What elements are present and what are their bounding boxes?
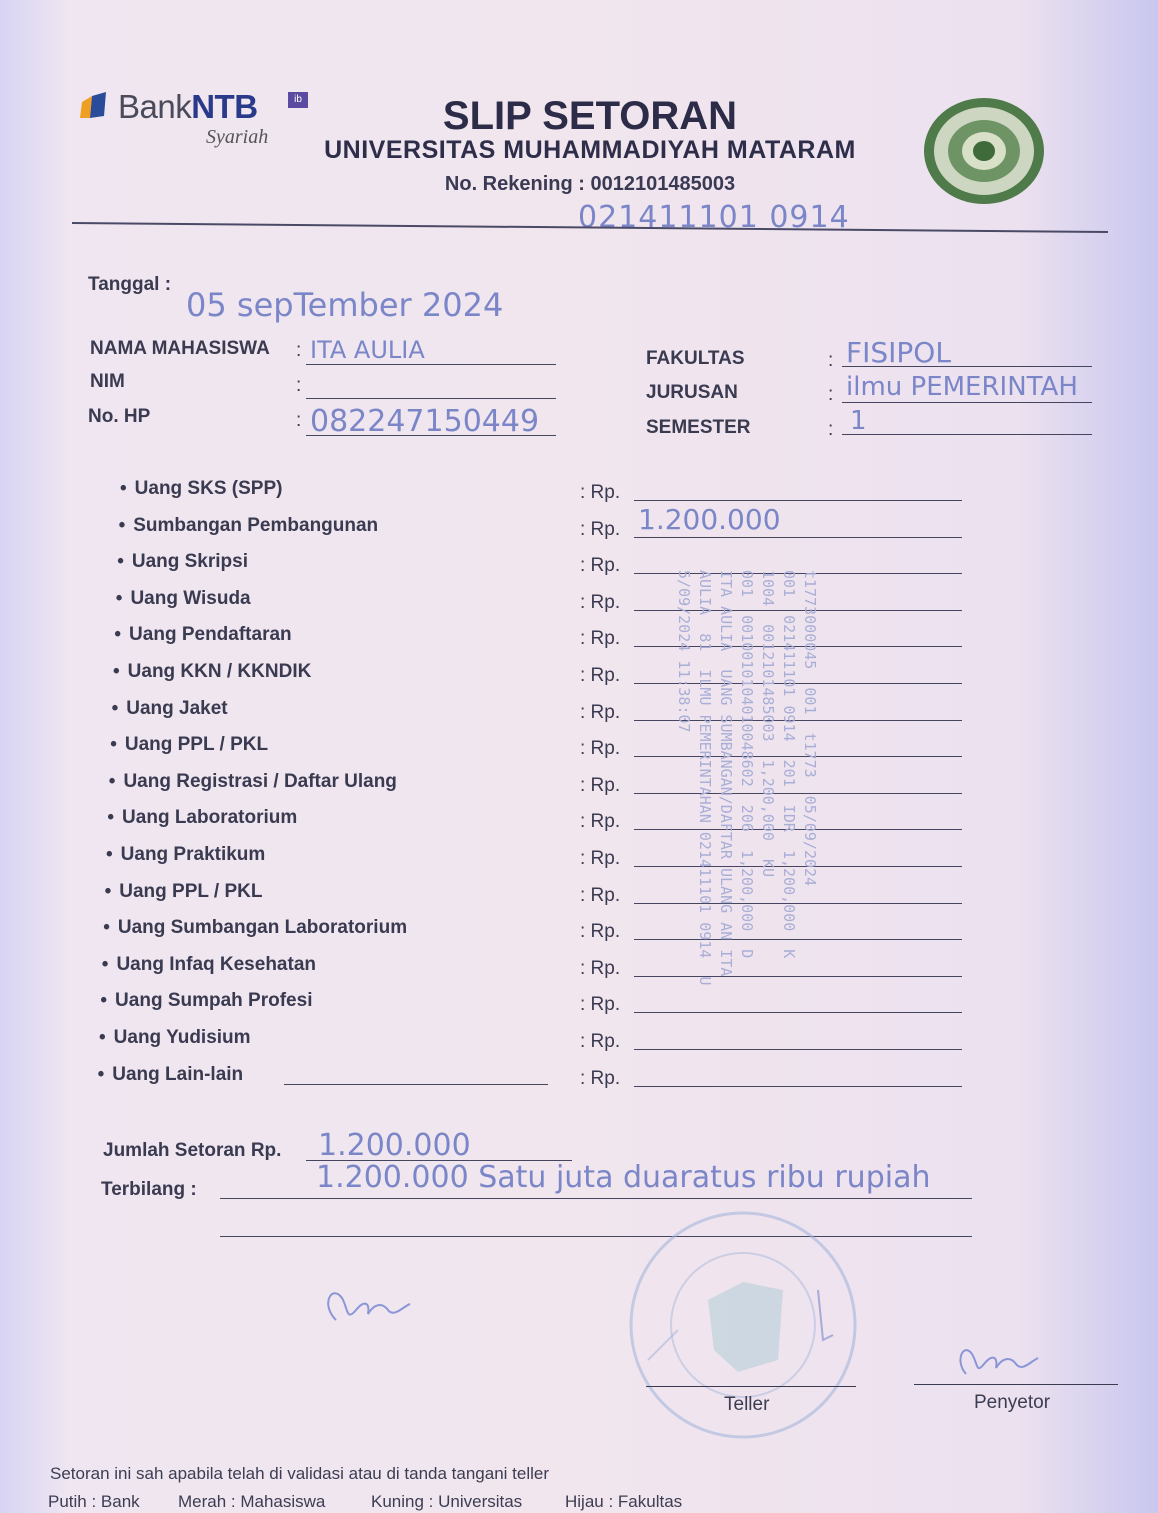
validation-line: t1773000045 001 t1773 05/09/2024 [801, 570, 819, 887]
amount-line [634, 537, 962, 538]
bullet-icon: • [100, 990, 108, 1012]
teller-label: Teller [724, 1394, 770, 1415]
payment-item-row [0, 698, 1158, 728]
payment-item-row [0, 588, 1158, 618]
payment-item-text: Uang Skripsi [131, 551, 248, 573]
payment-item-label [117, 551, 248, 573]
rp-label: : Rp. [580, 1031, 621, 1052]
payment-item-label [103, 917, 407, 939]
university-name: UNIVERSITAS MUHAMMADIYAH MATARAM [324, 136, 856, 164]
jurusan-line [842, 402, 1092, 403]
lain-lain-description-line[interactable] [284, 1084, 548, 1085]
copy-white: Putih : Bank [48, 1492, 140, 1511]
payment-item-text: Uang KKN / KKNDIK [127, 661, 312, 682]
payment-item-row [0, 624, 1158, 654]
university-seal-icon [922, 96, 1046, 206]
payment-item-row [0, 844, 1158, 874]
payment-item-label [116, 588, 251, 610]
payment-item-label [99, 1027, 251, 1049]
payment-item-text: Uang SKS (SPP) [134, 478, 283, 499]
payment-item-row [0, 917, 1158, 947]
handwritten-account-number: 021411101 0914 [578, 200, 850, 235]
bullet-icon: • [97, 1063, 105, 1085]
rp-label: : Rp. [580, 738, 621, 760]
jurusan-label: JURUSAN [646, 382, 738, 403]
validation-line: 5/09/2024 11:38:07 [675, 570, 693, 733]
semester-line [842, 434, 1092, 435]
terbilang-value[interactable]: 1.200.000 Satu juta duaratus ribu rupiah [316, 1160, 931, 1195]
payment-item-label [100, 990, 312, 1012]
tanggal-label: Tanggal : [88, 274, 172, 295]
bullet-icon: • [108, 770, 116, 792]
payment-item-row [0, 661, 1158, 691]
validation-line: 001 021411101 0914 201 IDR 1,200,000 K [780, 570, 798, 959]
nim-colon: : [296, 375, 302, 396]
bullet-icon: • [118, 514, 126, 536]
copy-red: Merah : Mahasiswa [178, 1492, 326, 1511]
rp-label: : Rp. [580, 628, 621, 650]
payment-item-label [112, 698, 228, 720]
payment-item-label [109, 771, 397, 793]
semester-colon: : [828, 419, 834, 440]
account-number: No. Rekening : 0012101485003 [444, 173, 736, 195]
jurusan-colon: : [828, 384, 834, 405]
hp-label: No. HP [88, 406, 151, 427]
payment-item-text: Uang Registrasi / Daftar Ulang [123, 770, 397, 792]
payment-item-label [106, 844, 265, 866]
validation-line: ITA AULIA UANG SUMBANGAN/DAFTAR ULANG AN ITA [717, 570, 735, 977]
payment-item-row [0, 551, 1158, 581]
payment-item-label [120, 478, 282, 500]
copy-yellow: Kuning : Universitas [371, 1492, 523, 1511]
payment-item-text: Uang Pendaftaran [129, 624, 292, 646]
payment-item-text: Sumbangan Pembangunan [133, 514, 379, 536]
validation-line: 001 0010010104010048602 206 1,200,000 D [738, 570, 756, 959]
payment-item-row [0, 881, 1158, 911]
payment-item-text: Uang Laboratorium [122, 807, 298, 829]
payment-item-text: Uang Sumpah Profesi [115, 990, 313, 1012]
bullet-icon: • [117, 551, 124, 573]
payment-item-text: Uang PPL / PKL [119, 880, 263, 902]
payment-item-label [98, 1064, 244, 1086]
rp-label: : Rp. [580, 1067, 621, 1089]
bullet-icon: • [107, 807, 115, 829]
payment-item-label [102, 954, 316, 976]
payment-item-label [113, 661, 311, 683]
rp-label: : Rp. [580, 774, 621, 796]
rp-label: : Rp. [580, 921, 621, 943]
fakultas-colon: : [828, 350, 834, 371]
payment-item-text: Uang Yudisium [113, 1027, 251, 1048]
payment-item-row [0, 807, 1158, 837]
payment-item-label [107, 807, 297, 829]
terbilang-label: Terbilang : [101, 1179, 197, 1200]
payment-item-text: Uang Wisuda [130, 587, 251, 609]
rp-label: : Rp. [580, 591, 621, 613]
depositor-signature [952, 1334, 1042, 1384]
payment-item-row [0, 954, 1158, 984]
bullet-icon: • [104, 880, 112, 902]
payment-item-label [110, 734, 268, 756]
ib-badge-icon: ib [288, 92, 308, 108]
payment-item-text: Uang Jaket [126, 697, 228, 719]
copy-green: Hijau : Fakultas [565, 1492, 683, 1511]
tanggal-value[interactable]: 05 sepTember 2024 [186, 286, 504, 324]
rp-label: : Rp. [580, 555, 621, 577]
bullet-icon: • [101, 953, 109, 975]
rp-label: : Rp. [580, 665, 621, 686]
payment-item-text: Uang Infaq Kesehatan [116, 953, 316, 975]
bank-name: BankNTB [118, 88, 258, 125]
penyetor-label: Penyetor [974, 1392, 1051, 1413]
jumlah-value[interactable]: 1.200.000 [318, 1128, 471, 1163]
payment-item-label [114, 624, 291, 646]
bank-logo-icon [78, 92, 108, 120]
hp-value[interactable]: 082247150449 [310, 404, 540, 439]
slip-title: SLIP SETORAN [442, 94, 738, 138]
bullet-icon: • [110, 734, 117, 756]
amount-value[interactable]: 1.200.000 [638, 502, 781, 536]
bullet-icon: • [115, 587, 123, 609]
payment-item-row [0, 734, 1158, 764]
teller-validation-print [673, 570, 820, 1170]
rp-label: : Rp. [580, 848, 621, 869]
bullet-icon: • [120, 478, 127, 499]
teller-signature-line [646, 1386, 856, 1387]
rp-label: : Rp. [580, 518, 621, 540]
payment-item-text: Uang Lain-lain [112, 1063, 244, 1085]
nama-value[interactable]: ITA AULIA [310, 336, 425, 364]
penyetor-signature-line [914, 1384, 1118, 1385]
bank-subname: Syariah [206, 126, 269, 148]
payment-item-row [0, 502, 1158, 545]
nama-colon: : [296, 340, 302, 361]
payment-item-label [119, 515, 379, 537]
hp-colon: : [296, 410, 302, 431]
payment-item-row [0, 771, 1158, 801]
depositor-initial-signature [318, 1274, 418, 1334]
jumlah-label: Jumlah Setoran Rp. [103, 1140, 282, 1161]
bullet-icon: • [99, 1027, 106, 1048]
validation-note: Setoran ini sah apabila telah di validasi atau di tanda tangani teller [50, 1464, 550, 1483]
semester-value[interactable]: 1 [850, 406, 867, 436]
rp-label: : Rp. [580, 957, 621, 979]
nama-label: NAMA MAHASISWA [90, 338, 270, 359]
payment-item-row [0, 1027, 1158, 1057]
rp-label: : Rp. [580, 811, 621, 833]
payment-item-text: Uang Praktikum [120, 844, 266, 865]
bullet-icon: • [106, 844, 113, 865]
rp-label: : Rp. [580, 884, 621, 906]
jurusan-value[interactable]: ilmu PEMERINTAH [846, 372, 1078, 402]
amount-line [634, 500, 962, 501]
bullet-icon: • [114, 624, 122, 646]
bullet-icon: • [111, 697, 119, 719]
payment-item-row [0, 1064, 1158, 1094]
fakultas-label: FAKULTAS [646, 348, 745, 369]
bullet-icon: • [113, 661, 120, 682]
payment-item-row [0, 478, 1158, 508]
terbilang-line-1 [220, 1198, 972, 1199]
nama-line [306, 364, 556, 365]
bank-ntb-syariah-logo [78, 86, 328, 156]
rp-label: : Rp. [580, 994, 621, 1016]
semester-label: SEMESTER [646, 417, 751, 438]
payment-item-text: Uang PPL / PKL [124, 734, 269, 756]
bullet-icon: • [103, 917, 110, 939]
nim-line [306, 398, 556, 399]
rp-label: : Rp. [580, 701, 621, 723]
payment-item-label [105, 881, 263, 903]
payment-item-text: Uang Sumbangan Laboratorium [117, 917, 408, 939]
fakultas-value[interactable]: FISIPOL [846, 336, 951, 369]
payment-item-row [0, 990, 1158, 1020]
nim-label: NIM [90, 371, 125, 392]
validation-line: AULIA 81 ILMU PEMERINTAHAN 021411101 0914 U [696, 570, 714, 986]
rp-label: : Rp. [580, 482, 621, 503]
validation-line: 1004 0012101485003 1,200,000 KU [759, 570, 777, 878]
